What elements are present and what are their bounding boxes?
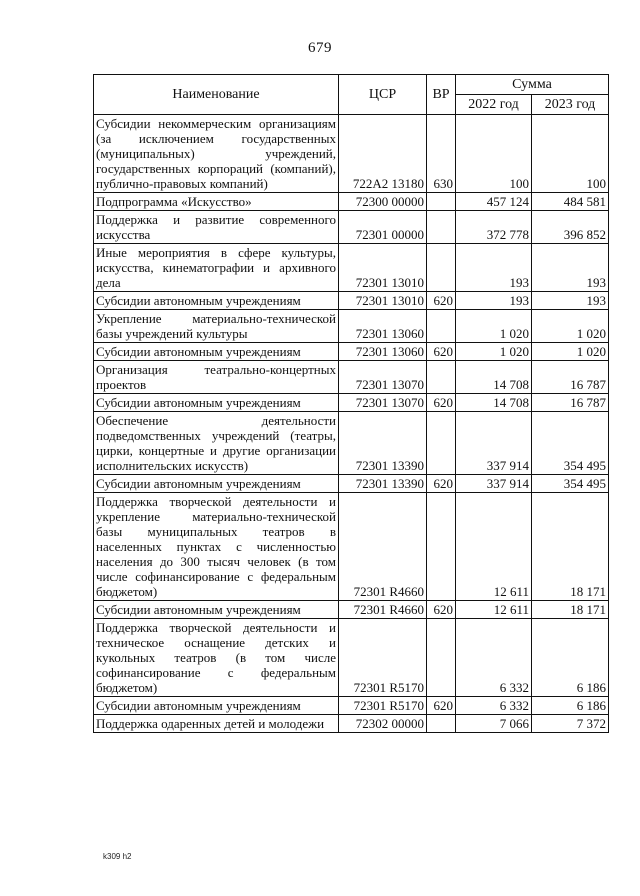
- amount-2022-cell: 337 914: [456, 412, 532, 475]
- csr-cell: 72302 00000: [339, 715, 427, 733]
- name-cell: Субсидии автономным учреждениям: [94, 343, 339, 361]
- amount-2022-cell: 372 778: [456, 211, 532, 244]
- csr-cell: 72301 13060: [339, 310, 427, 343]
- amount-2023-cell: 193: [532, 292, 609, 310]
- table-row: [94, 115, 609, 193]
- table-row: [94, 211, 609, 244]
- page-number: 679: [308, 40, 332, 56]
- name-cell: Подпрограмма «Искусство»: [94, 193, 339, 211]
- amount-2023-cell: 7 372: [532, 715, 609, 733]
- header-year-2022: 2022 год: [456, 95, 532, 115]
- csr-cell: 72301 13010: [339, 244, 427, 292]
- amount-2022-cell: 14 708: [456, 361, 532, 394]
- amount-2022-cell: 7 066: [456, 715, 532, 733]
- csr-cell: 72301 R4660: [339, 601, 427, 619]
- header-year-2023: 2023 год: [532, 95, 609, 115]
- name-cell: Субсидии автономным учреждениям: [94, 601, 339, 619]
- csr-cell: 72301 13070: [339, 361, 427, 394]
- csr-cell: 722А2 13180: [339, 115, 427, 193]
- table-row: [94, 619, 609, 697]
- budget-table: [93, 74, 609, 733]
- csr-cell: 72301 R5170: [339, 697, 427, 715]
- amount-2022-cell: 193: [456, 292, 532, 310]
- amount-2022-cell: 14 708: [456, 394, 532, 412]
- amount-2023-cell: 6 186: [532, 619, 609, 697]
- header-sum: Сумма: [456, 75, 609, 95]
- amount-2023-cell: 1 020: [532, 310, 609, 343]
- table-row: [94, 343, 609, 361]
- name-cell: Субсидии автономным учреждениям: [94, 292, 339, 310]
- amount-2023-cell: 18 171: [532, 493, 609, 601]
- amount-2023-cell: 396 852: [532, 211, 609, 244]
- page-footer-code: k309 h2: [103, 852, 132, 861]
- name-cell: Поддержка творческой деятельности и техническое оснащение детских и кукольных театров (в том числе софинансирование с федеральным бюджетом): [94, 619, 339, 697]
- table-row: [94, 310, 609, 343]
- vr-cell: 620: [427, 343, 456, 361]
- header-csr: ЦСР: [339, 75, 427, 115]
- vr-cell: 630: [427, 115, 456, 193]
- table-row: [94, 394, 609, 412]
- name-cell: Субсидии автономным учреждениям: [94, 475, 339, 493]
- vr-cell: [427, 244, 456, 292]
- name-cell: Субсидии автономным учреждениям: [94, 697, 339, 715]
- csr-cell: 72301 00000: [339, 211, 427, 244]
- amount-2022-cell: 457 124: [456, 193, 532, 211]
- table-row: [94, 193, 609, 211]
- table-row: [94, 475, 609, 493]
- amount-2023-cell: 484 581: [532, 193, 609, 211]
- amount-2023-cell: 354 495: [532, 475, 609, 493]
- table-row: [94, 715, 609, 733]
- amount-2022-cell: 100: [456, 115, 532, 193]
- amount-2023-cell: 1 020: [532, 343, 609, 361]
- amount-2022-cell: 337 914: [456, 475, 532, 493]
- name-cell: Поддержка творческой деятельности и укрепление материально-технической базы муниципальных театров в населенных пунктах с численностью населения до 300 тысяч человек (в том числе софинансирование с федеральным бюджетом): [94, 493, 339, 601]
- amount-2022-cell: 6 332: [456, 619, 532, 697]
- amount-2023-cell: 16 787: [532, 361, 609, 394]
- csr-cell: 72301 R5170: [339, 619, 427, 697]
- vr-cell: 620: [427, 292, 456, 310]
- vr-cell: [427, 211, 456, 244]
- csr-cell: 72300 00000: [339, 193, 427, 211]
- vr-cell: [427, 361, 456, 394]
- vr-cell: 620: [427, 394, 456, 412]
- table-row: [94, 292, 609, 310]
- amount-2022-cell: 12 611: [456, 601, 532, 619]
- name-cell: Иные мероприятия в сфере культуры, искусства, кинематографии и архивного дела: [94, 244, 339, 292]
- name-cell: Субсидии некоммерческим организациям (за исключением государственных (муниципальных) учреждений, государственных корпораций (компаний), публично-правовых компаний): [94, 115, 339, 193]
- header-vr: ВР: [427, 75, 456, 115]
- amount-2023-cell: 193: [532, 244, 609, 292]
- vr-cell: [427, 412, 456, 475]
- csr-cell: 72301 13390: [339, 475, 427, 493]
- csr-cell: 72301 R4660: [339, 493, 427, 601]
- amount-2022-cell: 193: [456, 244, 532, 292]
- table-row: [94, 412, 609, 475]
- name-cell: Субсидии автономным учреждениям: [94, 394, 339, 412]
- table-row: [94, 361, 609, 394]
- table-body: [94, 115, 609, 733]
- vr-cell: 620: [427, 601, 456, 619]
- name-cell: Поддержка и развитие современного искусства: [94, 211, 339, 244]
- header-name: Наименование: [94, 75, 339, 115]
- csr-cell: 72301 13010: [339, 292, 427, 310]
- amount-2023-cell: 100: [532, 115, 609, 193]
- vr-cell: [427, 310, 456, 343]
- name-cell: Укрепление материально-технической базы учреждений культуры: [94, 310, 339, 343]
- csr-cell: 72301 13060: [339, 343, 427, 361]
- vr-cell: [427, 193, 456, 211]
- csr-cell: 72301 13390: [339, 412, 427, 475]
- amount-2022-cell: 1 020: [456, 310, 532, 343]
- table-row: [94, 697, 609, 715]
- vr-cell: [427, 619, 456, 697]
- vr-cell: 620: [427, 697, 456, 715]
- amount-2023-cell: 6 186: [532, 697, 609, 715]
- vr-cell: [427, 715, 456, 733]
- vr-cell: 620: [427, 475, 456, 493]
- amount-2022-cell: 6 332: [456, 697, 532, 715]
- amount-2022-cell: 12 611: [456, 493, 532, 601]
- name-cell: Организация театрально-концертных проектов: [94, 361, 339, 394]
- name-cell: Поддержка одаренных детей и молодежи: [94, 715, 339, 733]
- amount-2022-cell: 1 020: [456, 343, 532, 361]
- amount-2023-cell: 354 495: [532, 412, 609, 475]
- table-row: [94, 244, 609, 292]
- csr-cell: 72301 13070: [339, 394, 427, 412]
- amount-2023-cell: 16 787: [532, 394, 609, 412]
- name-cell: Обеспечение деятельности подведомственных учреждений (театры, цирки, концертные и другие организации исполнительских искусств): [94, 412, 339, 475]
- amount-2023-cell: 18 171: [532, 601, 609, 619]
- table-row: [94, 493, 609, 601]
- table-row: [94, 601, 609, 619]
- vr-cell: [427, 493, 456, 601]
